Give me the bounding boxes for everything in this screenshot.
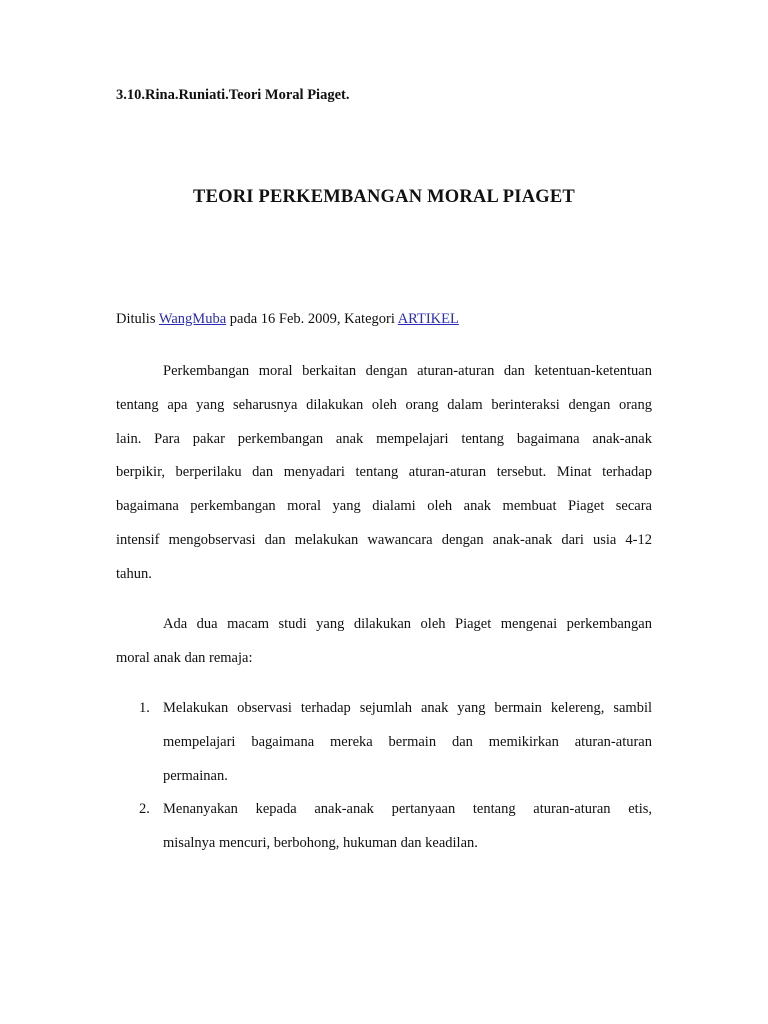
paragraph-line: berpikir, berperilaku dan menyadari tentang aturan-aturan tersebut. Minat terhadap	[116, 464, 652, 480]
category-link[interactable]: ARTIKEL	[397, 311, 459, 327]
paragraph-line: lain. Para pakar perkembangan anak mempelajari tentang bagaimana anak-anak	[116, 431, 652, 447]
byline-date: pada 16 Feb. 2009, Kategori	[226, 311, 398, 327]
document-title: TEORI PERKEMBANGAN MORAL PIAGET	[193, 187, 575, 207]
list-number: 1.	[139, 700, 150, 716]
list-line: permainan.	[163, 768, 228, 784]
paragraph-line: Ada dua macam studi yang dilakukan oleh Piaget mengenai perkembangan	[163, 616, 652, 632]
list-number: 2.	[139, 801, 150, 817]
byline-prefix: Ditulis	[116, 311, 159, 327]
paragraph-line: tahun.	[116, 566, 152, 582]
paragraph-line: tentang apa yang seharusnya dilakukan oleh orang dalam berinteraksi dengan orang	[116, 397, 652, 413]
list-line: mempelajari bagaimana mereka bermain dan memikirkan aturan-aturan	[163, 734, 652, 750]
author-link[interactable]: WangMuba	[158, 311, 227, 327]
list-line: Melakukan observasi terhadap sejumlah anak yang bermain kelereng, sambil	[163, 700, 652, 716]
list-line: misalnya mencuri, berbohong, hukuman dan keadilan.	[163, 835, 478, 851]
paragraph-line: bagaimana perkembangan moral yang dialami oleh anak membuat Piaget secara	[116, 498, 652, 514]
byline	[116, 311, 459, 328]
list-line: Menanyakan kepada anak-anak pertanyaan tentang aturan-aturan etis,	[163, 801, 652, 817]
document-header: 3.10.Rina.Runiati.Teori Moral Piaget.	[116, 87, 350, 103]
paragraph-line: Perkembangan moral berkaitan dengan aturan-aturan dan ketentuan-ketentuan	[163, 363, 652, 379]
paragraph-line: moral anak dan remaja:	[116, 650, 253, 666]
paragraph-line: intensif mengobservasi dan melakukan wawancara dengan anak-anak dari usia 4-12	[116, 532, 652, 548]
